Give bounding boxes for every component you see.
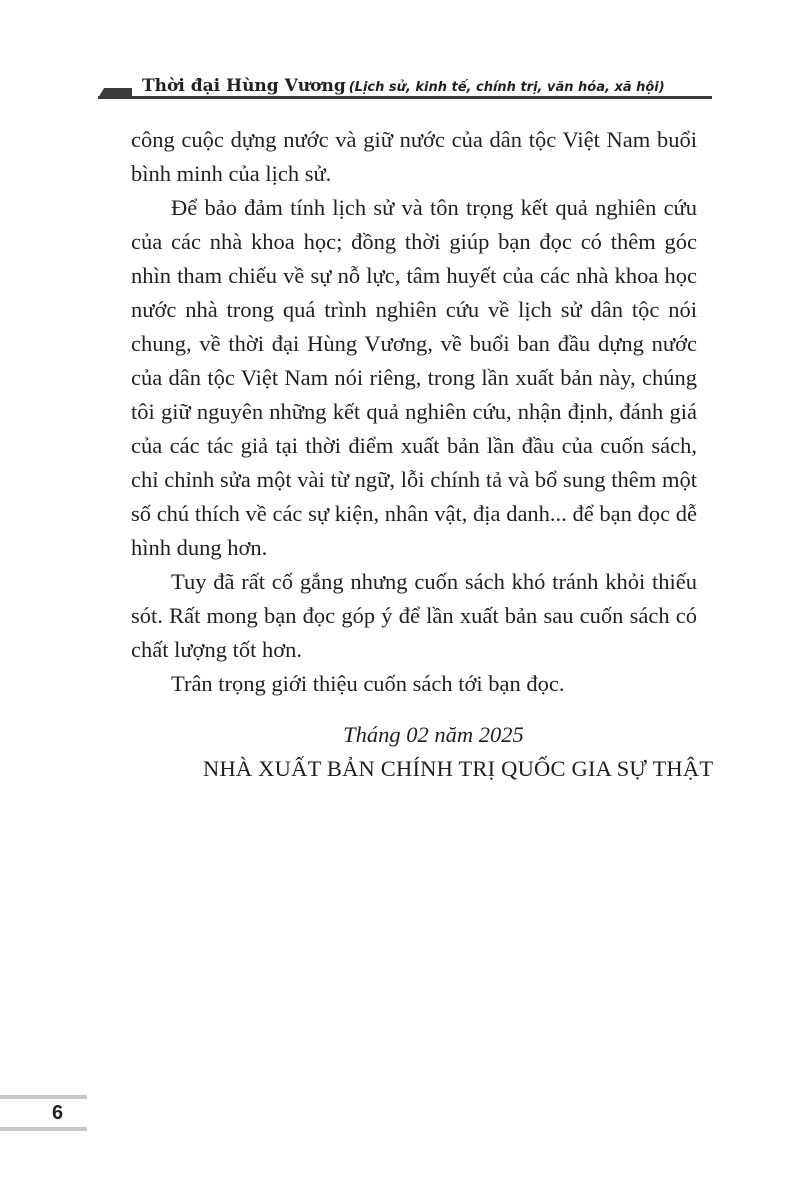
folio-bar bbox=[0, 1095, 87, 1131]
publisher-name: NHÀ XUẤT BẢN CHÍNH TRỊ QUỐC GIA SỰ THẬT bbox=[203, 756, 714, 781]
book-subtitle: (Lịch sử, kinh tế, chính trị, văn hóa, xã hội) bbox=[348, 80, 665, 95]
book-title bbox=[142, 76, 665, 96]
header-rule bbox=[98, 96, 712, 99]
body-text bbox=[131, 123, 697, 701]
paragraph: công cuộc dựng nước và giữ nước của dân tộc Việt Nam buổi bình minh của lịch sử. bbox=[131, 127, 697, 186]
running-header bbox=[0, 66, 811, 106]
paragraph: Trân trọng giới thiệu cuốn sách tới bạn đọc. bbox=[171, 671, 565, 696]
paragraph: Để bảo đảm tính lịch sử và tôn trọng kết quả nghiên cứu của các nhà khoa học; đồng thời giúp bạn đọc có thêm góc nhìn tham chiếu về sự nỗ lực, tâm huyết của các nhà khoa học nước nhà trong quá trình nghiên cứu về lịch sử dân tộc nói chung, về thời đại Hùng Vương, về buổi ban đầu dựng nước của dân tộc Việt Nam nói riêng, trong lần xuất bản này, chúng tôi giữ nguyên những kết quả nghiên cứu, nhận định, đánh giá của các tác giả tại thời điểm xuất bản lần đầu của cuốn sách, chỉ chỉnh sửa một vài từ ngữ, lỗi chính tả và bổ sung thêm một số chú thích về các sự kiện, nhân vật, địa danh... để bạn đọc dễ hình dung hơn. bbox=[131, 195, 697, 560]
page-number: 6 bbox=[52, 1102, 64, 1124]
book-title-text: Thời đại Hùng Vương bbox=[142, 76, 346, 96]
paragraph: Tuy đã rất cố gắng nhưng cuốn sách khó tránh khỏi thiếu sót. Rất mong bạn đọc góp ý để lần xuất bản sau cuốn sách có chất lượng tốt hơn. bbox=[131, 569, 697, 662]
signature-date: Tháng 02 năm 2025 bbox=[343, 722, 524, 747]
